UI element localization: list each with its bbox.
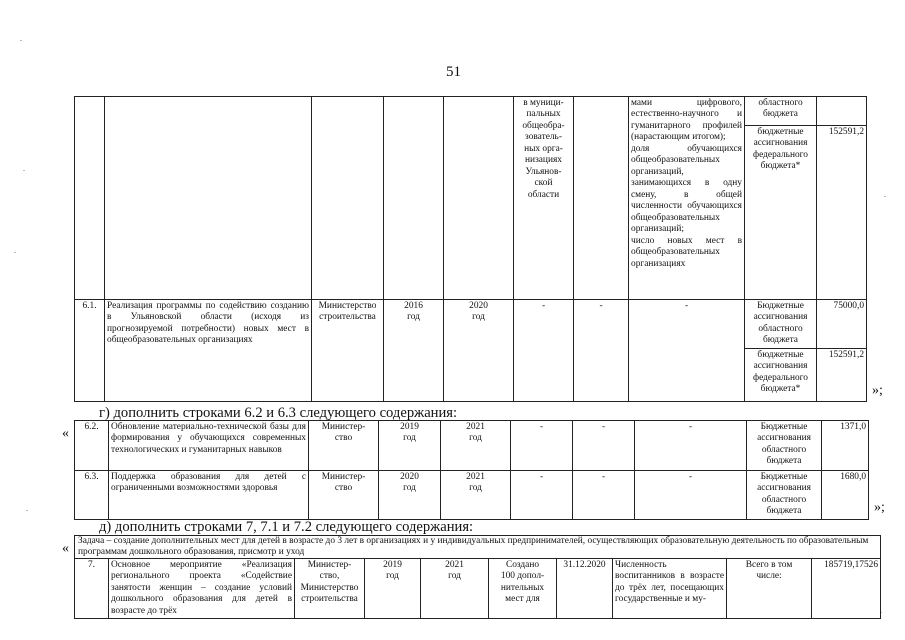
table-row-6-2: [75, 421, 869, 471]
task-row: [75, 536, 881, 559]
dash-cell: -: [573, 471, 635, 520]
end-year-cell: 2021 год: [421, 558, 489, 618]
date-cell: 31.12.2020: [557, 558, 613, 618]
executor-cell: Министер- ство, Министерство строительства: [295, 558, 365, 618]
row-number: 6.2.: [75, 421, 109, 471]
activity-name: Поддержка образования для детей с ограниченными возможностями здоровья: [109, 471, 309, 520]
target-cell: в муници- пальных общеобра- зователь- ных орга- низациях Ульянов- ской области: [514, 97, 574, 300]
funding-source-cell: Бюджетные ассигнования областного бюджета: [747, 421, 822, 471]
amount-cell: 1371,0: [822, 421, 869, 471]
row-number: 6.3.: [75, 471, 109, 520]
amount-cell: 152591,2: [817, 126, 867, 300]
table-row-6-1: [75, 300, 867, 349]
dash-cell: -: [511, 471, 573, 520]
amount-cell: 75000,0: [817, 300, 867, 349]
section-d-heading: д) дополнить строками 7, 7.1 и 7.2 следующего содержания:: [99, 519, 474, 535]
program-table-top: [74, 96, 867, 402]
indicator-cell: Численность воспитанников в возрасте до трёх лет, посещающих государственные и му-: [613, 558, 727, 618]
end-year-cell: 2020 год: [444, 300, 514, 402]
dash-cell: -: [511, 421, 573, 471]
table-row-6-3: [75, 471, 869, 520]
executor-cell: Министер- ство: [309, 471, 379, 520]
end-year-cell: 2021 год: [441, 471, 511, 520]
amount-cell: 185719,17526: [812, 558, 881, 618]
dash-cell: -: [635, 471, 747, 520]
scan-speck: [14, 252, 16, 253]
section-g-heading: г) дополнить строками 6.2 и 6.3 следующего содержания:: [99, 405, 458, 421]
program-table-6-2-6-3: [74, 420, 869, 520]
dash-cell: -: [514, 300, 574, 402]
closing-quote: »;: [872, 383, 883, 398]
executor-cell: Министерство строительства: [312, 300, 384, 402]
amount-cell: 152591,2: [817, 348, 867, 401]
activity-name: Основное мероприятие «Реализация регионального проекта «Содействие занятости женщин – создание условий дошкольного образования для детей в возрасте до трёх: [109, 558, 295, 618]
task-description: Задача – создание дополнительных мест для детей в возрасте до 3 лет в организациях и у индивидуальных предпринимателей, осуществляющих образовательную деятельность по образовательным программам дошкольного образования, присмотр и уход: [75, 536, 881, 559]
amount-cell: 1680,0: [822, 471, 869, 520]
closing-quote: »;: [874, 500, 885, 515]
dash-cell: -: [635, 421, 747, 471]
start-year-cell: 2019 год: [379, 421, 441, 471]
table-row-continuation: [75, 97, 867, 126]
scan-speck: [26, 510, 28, 511]
amount-cell: [817, 97, 867, 126]
dash-cell: -: [574, 300, 629, 402]
start-year-cell: 2019 год: [365, 558, 421, 618]
indicator-cell: мами цифрового, естественно-научного и гуманитарного профилей (нарастающим итогом); доля обучающихся общеобразовательных организаций, занимающихся в одну смену, в общей численности обучающихся общеобразовательных организаций; число новых мест в общеобразовательных организациях: [629, 97, 745, 300]
funding-source-cell: бюджетные ассигнования федерального бюджета*: [745, 348, 817, 401]
scan-speck: [884, 196, 886, 197]
result-cell: Создано 100 допол- нительных мест для: [489, 558, 557, 618]
opening-quote: «: [62, 541, 69, 556]
start-year-cell: 2016 год: [384, 300, 444, 402]
end-year-cell: 2021 год: [441, 421, 511, 471]
dash-cell: -: [629, 300, 745, 402]
funding-source-cell: Бюджетные ассигнования областного бюджета: [747, 471, 822, 520]
executor-cell: Министер- ство: [309, 421, 379, 471]
row-number: 6.1.: [75, 300, 105, 402]
activity-name: Реализация программы по содействию созданию в Ульяновской области (исходя из прогнозируемой потребности) новых мест в общеобразовательных организациях: [105, 300, 312, 402]
row-number: 7.: [75, 558, 109, 618]
funding-source-cell: Всего в том числе:: [727, 558, 812, 618]
dash-cell: -: [573, 421, 635, 471]
page-number: 51: [446, 64, 461, 80]
funding-source-cell: бюджетные ассигнования федерального бюджета*: [745, 126, 817, 300]
scan-speck: [20, 40, 22, 41]
start-year-cell: 2020 год: [379, 471, 441, 520]
funding-source-cell: Бюджетные ассигнования областного бюджета: [745, 300, 817, 349]
activity-name: Обновление материально-технической базы для формирования у обучающихся современных технологических и гуманитарных навыков: [109, 421, 309, 471]
funding-source-cell: областного бюджета: [745, 97, 817, 126]
opening-quote: «: [62, 426, 69, 441]
program-table-7: [74, 535, 881, 619]
table-row-7: [75, 558, 881, 618]
scan-speck: [23, 170, 25, 171]
